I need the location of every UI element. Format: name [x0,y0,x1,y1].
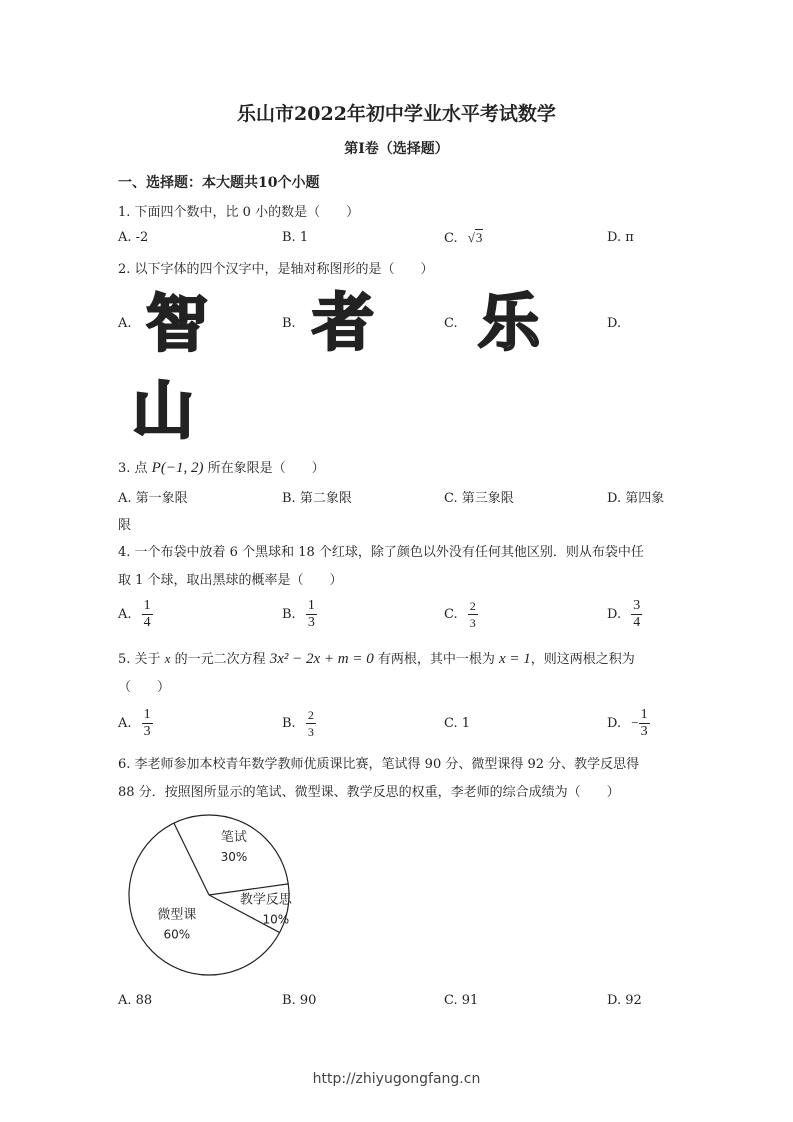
q5-option-c: C. 1 [444,716,471,731]
pie-slice-percent: 60% [163,927,191,942]
q4-option-c-label: C. [444,607,458,622]
q1-option-a: A. -2 [118,230,149,245]
question-3-stem [118,457,325,477]
q3-stem-prefix: 3. 点 [118,461,152,476]
fraction-denominator: 3 [307,725,314,739]
q2-option-c-character: 乐 [478,286,541,359]
footer-url: http://zhiyugongfang.cn [312,1071,481,1087]
fraction-numerator: 2 [469,599,476,613]
q3-option-d: D. 第四象 [607,491,665,506]
pie-chart [120,810,300,980]
q4-option-d [607,598,642,631]
pie-slice-label: 笔试 [220,830,247,846]
q1-option-d: D. π [607,230,634,245]
q4-option-a-label: A. [118,607,132,622]
q5-variable: x [164,651,171,666]
fraction-denominator: 3 [143,724,151,739]
q1-option-c-label: C. [444,231,458,246]
question-1-stem: 1. 下面四个数中，比 0 小的数是（ ） [118,205,360,220]
fraction-numerator: 1 [143,598,151,613]
q4-option-d-label: D. [607,607,622,622]
q3-point: P(−1, 2) [151,460,204,476]
q1-option-b: B. 1 [282,230,309,245]
fraction-numerator: 3 [633,598,641,613]
q4-option-a [118,598,153,631]
fraction-denominator: 3 [640,724,648,739]
q5-option-d-label: D. [607,716,622,731]
q4-option-b [282,598,317,631]
question-6-line-2: 88 分．按照图所显示的笔试、微型课、教学反思的权重，李老师的综合成绩为（ ） [118,785,620,800]
q3-stem-suffix: 所在象限是（ ） [203,461,325,476]
q5-option-d [607,707,650,740]
fraction-numerator: 2 [307,708,314,722]
q3-option-b: B. 第二象限 [282,491,352,506]
q2-option-b-character: 者 [312,286,375,359]
q3-option-c: C. 第三象限 [444,491,514,506]
q5-option-a-label: A. [118,716,132,731]
question-2-stem: 2. 以下字体的四个汉字中，是轴对称图形的是（ ） [118,262,434,277]
fraction-denominator: 4 [143,615,151,630]
page-subtitle: 第Ⅰ卷（选择题） [344,141,449,157]
pie-slice-label: 微型课 [157,907,197,923]
q2-option-a-character: 智 [146,287,209,360]
sqrt-icon: √ [467,230,475,245]
q4-option-b-label: B. [282,607,296,622]
q2-option-a-label: A. [118,316,132,331]
q2-option-d-label: D. [607,316,622,331]
q2-option-b-label: B. [282,316,296,331]
q2-option-c-label: C. [444,316,458,331]
fraction-denominator: 3 [307,615,315,630]
q4-option-c [444,598,478,631]
q5-equation: 3x² − 2x + m = 0 [269,651,374,667]
q5-stem-prefix: 5. 关于 [118,652,165,667]
pie-slice-percent: 10% [262,912,290,927]
q6-option-d: D. 92 [607,993,642,1008]
q5-stem-post: 有两根，其中一根为 [373,652,499,667]
q6-option-c: C. 91 [444,993,479,1008]
question-4-line-2: 取 1 个球，取出黑球的概率是（ ） [118,573,343,588]
q6-option-a: A. 88 [118,993,153,1008]
q3-option-a: A. 第一象限 [118,491,188,506]
pie-slice-percent: 30% [220,850,248,865]
q6-option-b: B. 90 [282,993,317,1008]
q1-option-c [444,230,483,246]
fraction-numerator: 1 [143,707,151,722]
q5-root: x = 1 [499,651,531,667]
q5-option-b-label: B. [282,716,296,731]
q3-option-d-wrap: 限 [118,518,132,533]
fraction-denominator: 3 [469,616,476,630]
q1-option-c-radicand: 3 [475,230,483,245]
pie-slice-label: 教学反思 [239,892,292,908]
q5-stem-end: ，则这两根之积为 [530,652,635,667]
fraction-numerator: 1 [640,707,648,722]
q5-option-a [118,707,153,740]
q5-stem-mid: 的一元二次方程 [170,652,270,667]
q5-option-b [282,707,316,740]
page-title: 乐山市2022年初中学业水平考试数学 [237,103,556,125]
fraction-denominator: 4 [633,615,641,630]
question-5-stem [118,648,635,668]
question-5-paren: （ ） [118,680,171,695]
q2-option-d-character: 山 [132,374,195,447]
fraction-numerator: 1 [307,598,315,613]
question-4-line-1: 4. 一个布袋中放着 6 个黑球和 18 个红球，除了颜色以外没有任何其他区别．则从布袋中任 [118,545,644,560]
section-heading: 一、选择题：本大题共10个小题 [118,175,320,191]
question-6-line-1: 6. 李老师参加本校青年数学教师优质课比赛，笔试得 90 分、微型课得 92 分、教学反思得 [118,757,640,772]
minus-sign: − [631,715,639,730]
